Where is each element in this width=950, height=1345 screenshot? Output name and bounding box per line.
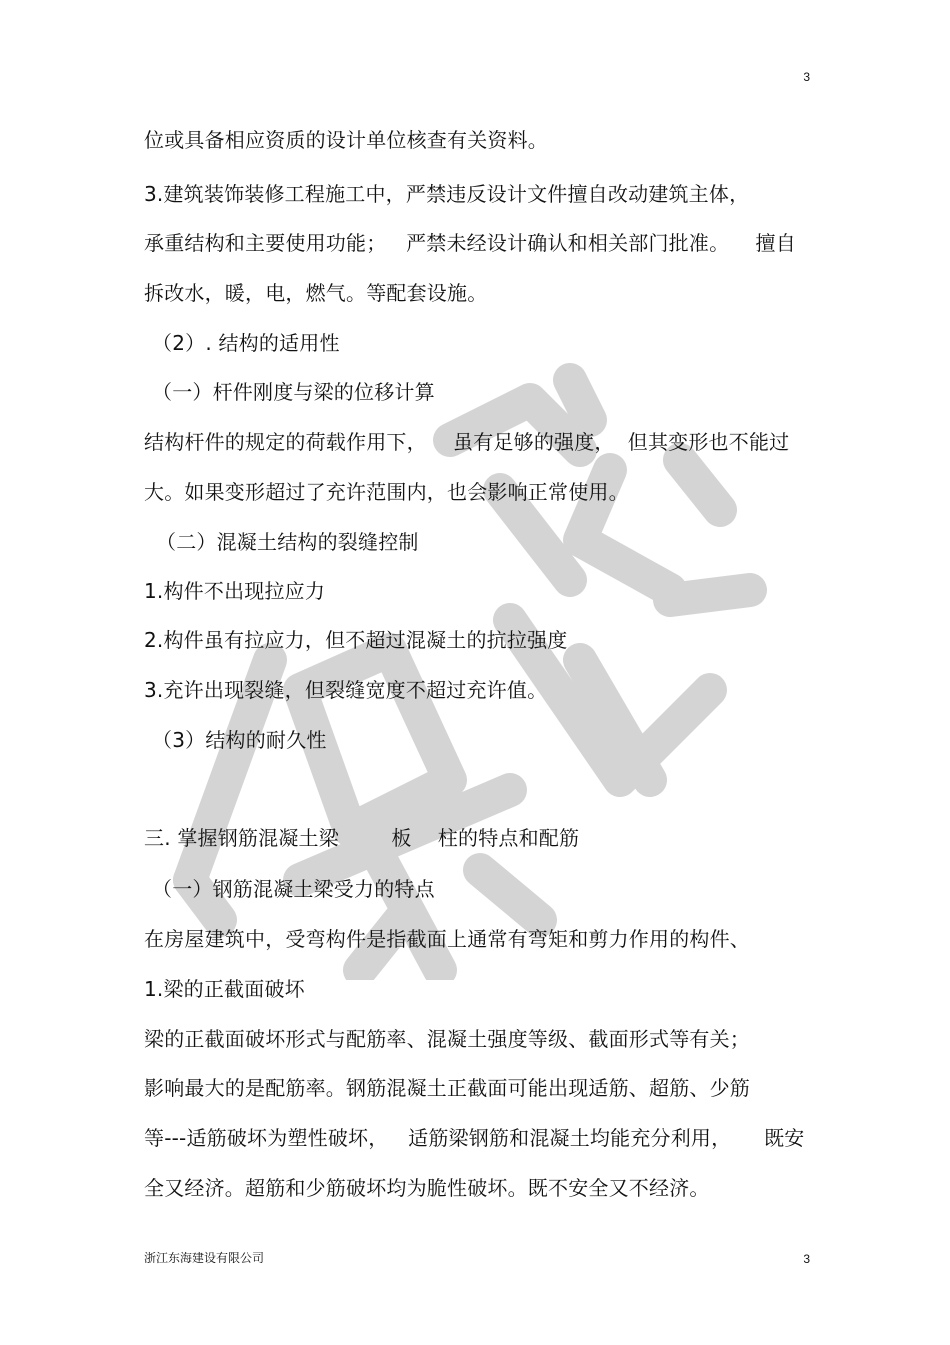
list-item: 2.构件虽有拉应力，但不超过混凝土的抗拉强度: [144, 628, 568, 652]
section-heading: （3）结构的耐久性: [152, 728, 327, 752]
list-item: 1.梁的正截面破坏: [144, 977, 305, 1001]
text-line: 全又经济。超筋和少筋破坏均为脆性破坏。既不安全又不经济。: [144, 1176, 710, 1200]
text-line: 3.建筑装饰装修工程施工中，严禁违反设计文件擅自改动建筑主体，: [144, 182, 750, 206]
text-line: 等---适筋破坏为塑性破坏， 适筋梁钢筋和混凝土均能充分利用， 既安: [144, 1126, 805, 1150]
list-item: 3.充许出现裂缝，但裂缝宽度不超过充许值。: [144, 678, 548, 702]
subsection-heading: （一）杆件刚度与梁的位移计算: [152, 380, 435, 404]
text-line: 影响最大的是配筋率。钢筋混凝土正截面可能出现适筋、超筋、少筋: [144, 1076, 750, 1100]
header-page-number: 3: [803, 70, 810, 84]
subsection-heading: （一）钢筋混凝土梁受力的特点: [152, 877, 435, 901]
subsection-heading: （二）混凝土结构的裂缝控制: [156, 530, 419, 554]
text-line: 位或具备相应资质的设计单位核查有关资料。: [144, 128, 548, 152]
text-line: 梁的正截面破坏形式与配筋率、混凝土强度等级、截面形式等有关；: [144, 1027, 750, 1051]
text-line: 拆改水，暖，电，燃气。等配套设施。: [144, 281, 488, 305]
text-line: 在房屋建筑中，受弯构件是指截面上通常有弯矩和剪力作用的构件、: [144, 927, 750, 951]
footer-page-number: 3: [803, 1252, 810, 1266]
chapter-heading: 三. 掌握钢筋混凝土梁 板 柱的特点和配筋: [144, 826, 580, 850]
section-heading: （2）. 结构的适用性: [152, 331, 340, 355]
text-line: 承重结构和主要使用功能； 严禁未经设计确认和相关部门批准。 擅自: [144, 231, 796, 255]
text-line: 结构杆件的规定的荷载作用下， 虽有足够的强度， 但其变形也不能过: [144, 430, 790, 454]
list-item: 1.构件不出现拉应力: [144, 579, 326, 603]
footer-company-name: 浙江东海建设有限公司: [144, 1251, 265, 1265]
text-line: 大。如果变形超过了充许范围内，也会影响正常使用。: [144, 480, 629, 504]
